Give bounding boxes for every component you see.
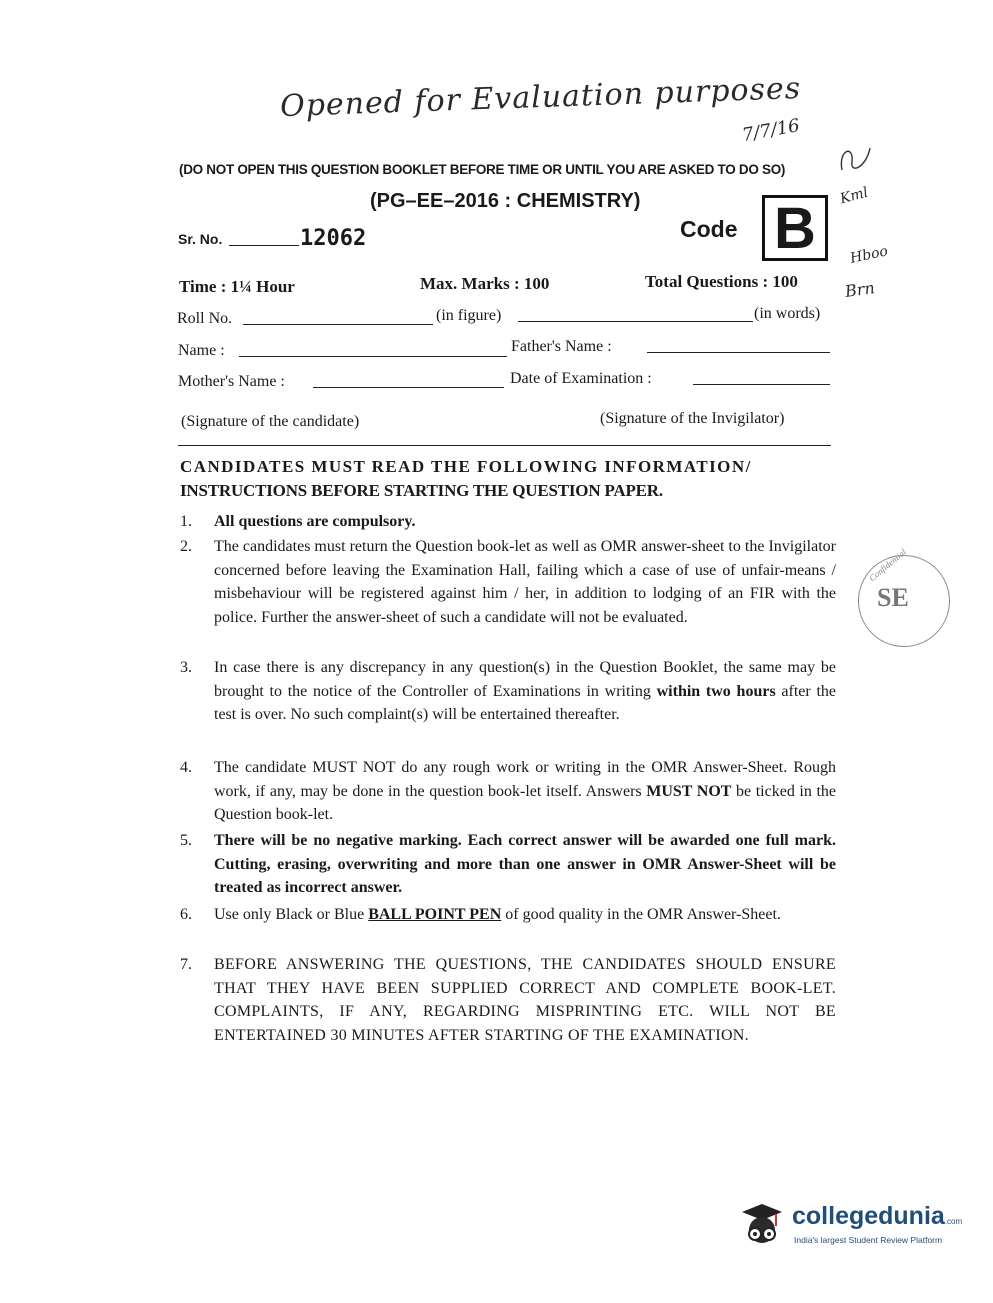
name-field[interactable] bbox=[239, 356, 507, 357]
roll-no-figure-field[interactable] bbox=[243, 324, 433, 325]
stamp-ring-text: Confidential bbox=[867, 546, 908, 584]
sr-no-underline bbox=[229, 245, 299, 246]
instruction-text: BEFORE ANSWERING THE QUESTIONS, THE CANDIDATES SHOULD ENSURE THAT THEY HAVE BEEN SUPPLIED CORRECT AND COMPLETE BOOK-LET. COMPLAINTS, IF ANY, REGARDING MISPRINTING ETC. WILL NOT BE ENTERTAINED 30 MINUTES AFTER STARTING OF THE EXAMINATION. bbox=[214, 956, 836, 1044]
instruction-text: Use only Black or Blue BALL POINT PEN of good quality in the OMR Answer-Sheet. bbox=[214, 906, 781, 923]
instructions-heading-line2: INSTRUCTIONS BEFORE STARTING THE QUESTION PAPER. bbox=[180, 481, 663, 500]
instruction-number: 5. bbox=[180, 832, 192, 849]
signature-candidate-label: (Signature of the candidate) bbox=[181, 413, 360, 430]
code-label: Code bbox=[680, 216, 738, 242]
mothers-name-label: Mother's Name : bbox=[178, 373, 285, 390]
collegedunia-suffix: .com bbox=[944, 1217, 963, 1226]
date-of-exam-label: Date of Examination : bbox=[510, 370, 652, 387]
instruction-text: The candidates must return the Question book-let as well as OMR answer-sheet to the Invigilator concerned before leaving the Examination Hall, failing which a case of use of unfair-means / misbehaviour will be registered against him / her, in addition to lodging of an FIR with the police. Further the answer-sheet of such a candidate will not be evaluated. bbox=[214, 538, 836, 626]
instruction-text: There will be no negative marking. Each correct answer will be awarded one full mark. Cutting, erasing, overwriting and more than one answer in OMR Answer-Sheet will be treated as incorrect answer. bbox=[214, 832, 836, 896]
instructions-heading-line1: CANDIDATES MUST READ THE FOLLOWING INFORMATION/ bbox=[180, 457, 752, 476]
instruction-number: 2. bbox=[180, 538, 192, 555]
collegedunia-watermark bbox=[736, 1196, 976, 1256]
instruction-number: 4. bbox=[180, 759, 192, 776]
max-marks: Max. Marks : 100 bbox=[420, 274, 550, 293]
instruction-number: 3. bbox=[180, 659, 192, 676]
booklet-warning: (DO NOT OPEN THIS QUESTION BOOKLET BEFORE TIME OR UNTIL YOU ARE ASKED TO DO SO) bbox=[179, 162, 786, 177]
stamp-letters: SE bbox=[877, 583, 909, 612]
date-of-exam-field[interactable] bbox=[693, 384, 830, 385]
instruction-text: All questions are compulsory. bbox=[214, 513, 416, 530]
code-letter: B bbox=[774, 196, 816, 261]
section-divider bbox=[178, 445, 831, 446]
in-figure-label: (in figure) bbox=[436, 307, 502, 324]
sr-number: 12062 bbox=[300, 226, 367, 251]
handwritten-margin-note-3: Brn bbox=[843, 278, 876, 301]
instruction-text: In case there is any discrepancy in any question(s) in the Question Booklet, the same may be brought to the notice of the Controller of Examinations in writing within two hours after the test is over. No such complaint(s) will be entertained thereafter. bbox=[214, 659, 837, 723]
fathers-name-label: Father's Name : bbox=[511, 338, 612, 355]
handwritten-top-note: Opened for Evaluation purposes bbox=[279, 70, 802, 125]
fathers-name-field[interactable] bbox=[647, 352, 830, 353]
signature-invigilator-label: (Signature of the Invigilator) bbox=[600, 410, 785, 427]
code-box bbox=[762, 195, 828, 261]
roll-no-words-field[interactable] bbox=[518, 321, 753, 322]
instruction-text: The candidate MUST NOT do any rough work or writing in the OMR Answer-Sheet. Rough work, if any, may be done in the question book-let itself. Answers MUST NOT be ticked in the Question book-let. bbox=[214, 759, 836, 823]
handwritten-margin-note-1: Kml bbox=[838, 184, 870, 208]
confidential-stamp bbox=[858, 546, 950, 647]
instruction-number: 6. bbox=[180, 906, 192, 923]
sr-no-label: Sr. No. bbox=[178, 231, 223, 247]
name-label: Name : bbox=[178, 342, 225, 359]
collegedunia-tagline: India's largest Student Review Platform bbox=[794, 1235, 943, 1245]
total-questions: Total Questions : 100 bbox=[645, 272, 798, 291]
handwritten-scribble-icon bbox=[836, 140, 876, 180]
mothers-name-field[interactable] bbox=[313, 387, 504, 388]
in-words-label: (in words) bbox=[754, 305, 821, 322]
handwritten-signature-date: 7/7/16 bbox=[740, 115, 802, 146]
instruction-number: 1. bbox=[180, 513, 192, 530]
time-info: Time : 1¼ Hour bbox=[179, 277, 295, 296]
collegedunia-mascot-icon bbox=[736, 1200, 788, 1252]
roll-no-label: Roll No. bbox=[177, 310, 233, 327]
collegedunia-brand: collegedunia bbox=[792, 1202, 945, 1230]
instruction-number: 7. bbox=[180, 956, 192, 973]
handwritten-margin-note-2: Hboo bbox=[848, 243, 890, 267]
exam-title: (PG–EE–2016 : CHEMISTRY) bbox=[370, 190, 641, 212]
